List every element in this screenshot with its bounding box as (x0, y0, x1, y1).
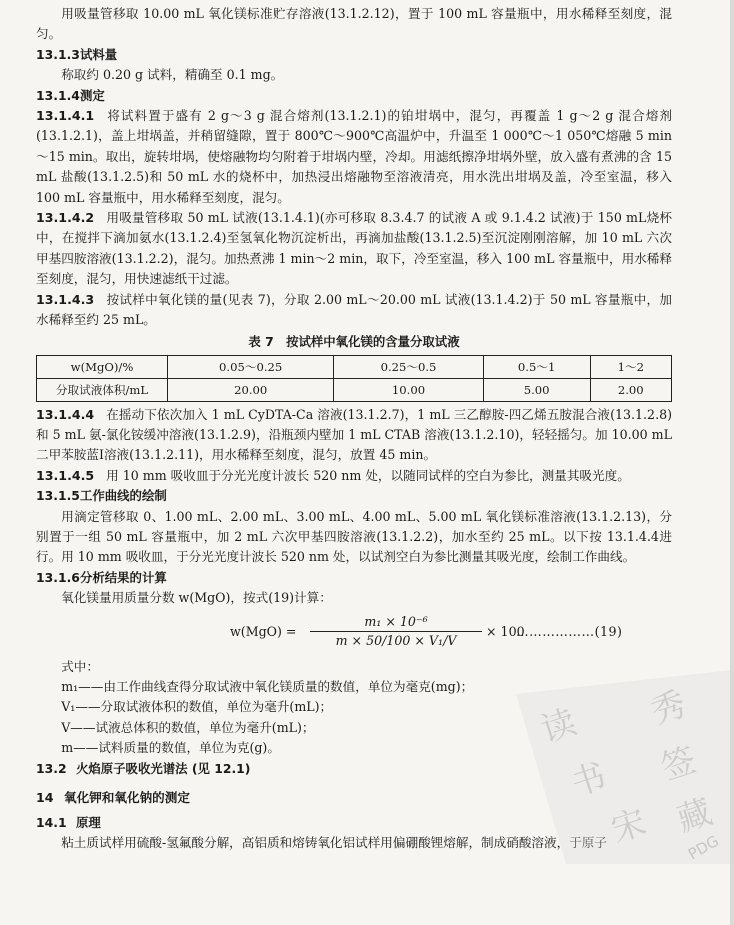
heading-13-1-6 (36, 568, 672, 588)
clause-number: 13.1.4.2 (36, 210, 95, 226)
table-cell: 1～2 (590, 355, 671, 378)
clause-number: 13.1.4.5 (36, 467, 95, 483)
clause-text: 用吸量管移取 50 mL 试液(13.1.4.1)(亦可移取 8.3.4.7 的试液 A 或 9.1.4.2 试液)于 150 mL烧杯中，在搅拌下滴加氨水(13.1.2.4)至氢氧化物沉淀析出，再滴加盐酸(13.1.2.5)至沉淀刚刚溶解，加 10 mL 六次甲基四胺溶液(13.1.2.2)，混匀。加热煮沸 1 min～2 min，取下，冷至室温，移入 100 mL 容量瓶中，用水稀释至刻度，混匀，用快速滤纸干过滤。 (36, 210, 672, 287)
section-title: 氧化钾和氧化钠的测定 (64, 790, 190, 805)
variable-definition: m——试料质量的数值，单位为克(g)。 (61, 740, 280, 756)
section-title: 分析结果的计算 (80, 569, 167, 585)
watermark-glyph: 签 (656, 740, 702, 789)
clause-13-1-4-5 (36, 466, 672, 486)
section-number: 13.1.6 (36, 569, 80, 585)
clause-number: 13.1.4.1 (36, 108, 95, 124)
clause-text: 将试料置于盛有 2 g～3 g 混合熔剂(13.1.2.1)的铂坩埚中，混匀，再覆盖 1 g～2 g 混合熔剂(13.1.2.1)，盖上坩埚盖，并稍留缝隙，置于 800℃～900℃高温炉中，升温至 1 000℃～1 050℃熔融 5 min～15 min。取出，旋转坩埚，使熔融物均匀附着于坩埚内壁，冷却。用滤纸擦净坩埚外壁，放入盛有煮沸的含 15 mL 盐酸(13.1.2.5)和 50 mL 水的烧杯中，加热浸出熔融物至溶液清亮，用水洗出坩埚及盖，冷至室温，移入 100 mL 容量瓶中，用水稀释至刻度，混匀。 (36, 108, 672, 205)
clause-13-1-4-2 (36, 208, 672, 290)
section-title: 火焰原子吸收光谱法 (见 12.1) (76, 760, 251, 776)
paragraph-sample-mass: 称取约 0.20 g 试料，精确至 0.1 mg。 (61, 67, 284, 83)
heading-13-1-4 (36, 86, 672, 106)
watermark-glyph: 藏 (672, 792, 718, 841)
clause-text: 用 10 mm 吸收皿于分光光度计波长 520 nm 处，以随同试样的空白为参比，测量其吸光度。 (106, 467, 630, 483)
formula-denominator: m × 50/100 × V₁/V (335, 632, 457, 648)
watermark-seal (506, 664, 732, 864)
formula-multiplier: × 100 (486, 623, 525, 639)
watermark-glyph: 读 (536, 702, 582, 751)
clause-13-1-4-4 (36, 405, 672, 466)
section-number: 14.1 (36, 815, 67, 830)
paragraph-calculation: 氧化镁量用质量分数 w(MgO)，按式(19)计算： (61, 590, 332, 606)
section-title: 原理 (76, 815, 101, 830)
watermark-glyph: 书 (566, 756, 612, 805)
section-number: 13.2 (36, 760, 67, 776)
paragraph-top: 用吸量管移取 10.00 mL 氧化镁标准贮存溶液(13.1.2.12)，置于 100 mL 容量瓶中，用水稀释至刻度，混匀。 (36, 6, 672, 42)
clause-text: 按试样中氧化镁的量(见表 7)，分取 2.00 mL～20.00 mL 试液(13.1.4.2)于 50 mL 容量瓶中，加水稀释至约 25 mL。 (36, 291, 672, 328)
table-cell: 0.25～0.5 (334, 355, 483, 378)
watermark-label: PDG (685, 831, 722, 864)
section-number: 14 (36, 790, 54, 805)
table-row (37, 355, 672, 378)
clause-number: 13.1.4.3 (36, 291, 95, 307)
formula-numerator: m₁ × 10⁻⁶ (310, 613, 482, 632)
watermark-glyph: 宋 (606, 802, 652, 851)
clause-13-1-4-3 (36, 290, 672, 331)
page-edge (730, 0, 734, 925)
watermark-glyph: 秀 (646, 684, 692, 733)
table-7-caption: 表 7 按试样中氧化镁的含量分取试液 (248, 333, 460, 349)
table-cell: 0.5～1 (483, 355, 590, 378)
clause-13-1-4-1 (36, 106, 672, 208)
heading-13-1-3 (36, 45, 672, 65)
table-cell: 0.05～0.25 (168, 355, 334, 378)
table-cell: 20.00 (168, 378, 334, 401)
variable-definition: V——试液总体积的数值，单位为毫升(mL)； (61, 719, 315, 735)
table-row-header: 分取试液体积/mL (37, 378, 168, 401)
formula-19 (36, 613, 672, 653)
formula-fraction (310, 613, 482, 650)
table-7 (36, 355, 672, 402)
variable-definition: m₁——由工作曲线查得分取试液中氧化镁质量的数值，单位为毫克(mg)； (61, 678, 474, 694)
clause-text: 在摇动下依次加入 1 mL CyDTA-Ca 溶液(13.1.2.7)，1 mL 三乙醇胺-四乙烯五胺混合液(13.1.2.8)和 5 mL 氨-氯化铵缓冲溶液(13.1.2.9)，沿瓶颈内壁加 1 mL CTAB 溶液(13.1.2.10)，轻轻摇匀。加 10.00 mL 二甲苯胺蓝Ⅰ溶液(13.1.2.11)，用水稀释至刻度，混匀，放置 45 min。 (36, 406, 672, 463)
formula-lhs: w(MgO) = (230, 623, 297, 639)
section-title: 试料量 (80, 46, 118, 62)
section-number: 13.1.3 (36, 46, 80, 62)
paragraph-principle: 粘土质试样用硫酸-氢氟酸分解，高铝质和熔铸氧化铝试样用偏硼酸锂熔解，制成硝酸溶液，于原子 (61, 835, 607, 851)
table-row (37, 378, 672, 401)
section-number: 13.1.5 (36, 488, 80, 504)
table-cell: 2.00 (590, 378, 671, 401)
equation-number: ………………(19) (516, 623, 623, 639)
clause-number: 13.1.4.4 (36, 406, 95, 422)
table-cell: 10.00 (334, 378, 483, 401)
section-number: 13.1.4 (36, 87, 80, 103)
table-cell: 5.00 (483, 378, 590, 401)
section-title: 测定 (80, 87, 105, 103)
table-row-header: w(MgO)/% (37, 355, 168, 378)
section-title: 工作曲线的绘制 (80, 488, 167, 504)
heading-13-1-5 (36, 486, 672, 506)
where-label: 式中： (61, 658, 99, 674)
variable-definition: V₁——分取试液体积的数值，单位为毫升(mL)； (61, 699, 333, 715)
paragraph-working-curve: 用滴定管移取 0、1.00 mL、2.00 mL、3.00 mL、4.00 mL、5.00 mL 氧化镁标准溶液(13.1.2.13)，分别置于一组 50 mL 容量瓶中，加 2 mL 六次甲基四胺溶液(13.1.2.2)，加水至约 25 mL。以下按 13.1.4.4进行。用 10 mm 吸收皿，于分光光度计波长 520 nm 处，以试剂空白为参比测量其吸光度，绘制工作曲线。 (36, 508, 672, 565)
